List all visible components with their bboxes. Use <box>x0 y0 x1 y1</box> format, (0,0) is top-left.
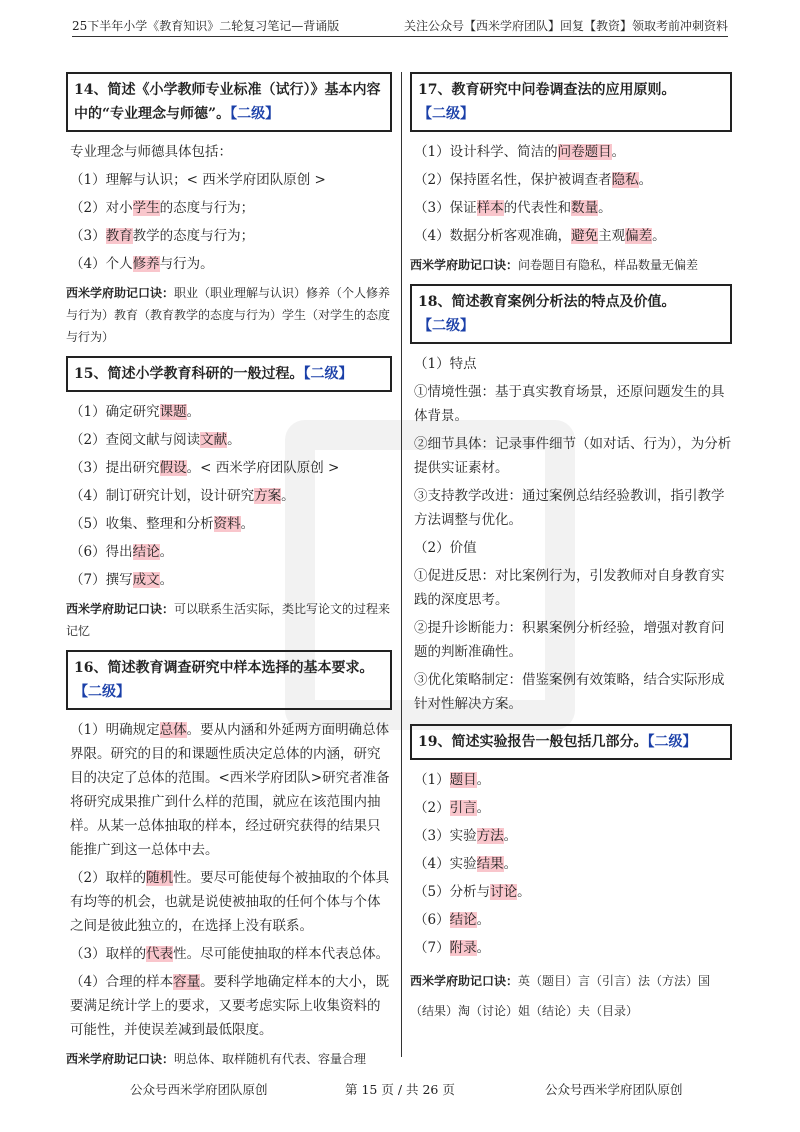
q19-item: （3）实验方法。 <box>414 828 518 844</box>
q18-line: ①促进反思：对比案例行为，引发教师对自身教育实践的深度思考。 <box>414 568 725 608</box>
q14-intro: 专业理念与师德具体包括： <box>70 144 232 160</box>
q15-mnemonic: 西米学府助记口诀：可以联系生活实际，类比写论文的过程来记忆 <box>66 602 391 638</box>
q15-item: （5）收集、整理和分析资料。 <box>70 516 255 532</box>
question-14-title: 14、简述《小学教师专业标准（试行）》基本内容中的“专业理念与师德”。【二级】 <box>66 72 392 132</box>
q14-mnemonic: 西米学府助记口诀：职业（职业理解与认识）修养（个人修养与行为）教育（教育教学的态度与行为）学生（对学生的态度与行为） <box>66 286 391 344</box>
q18-line: ①情境性强：基于真实教育场景，还原问题发生的具体背景。 <box>414 384 725 424</box>
column-divider <box>401 72 402 1057</box>
q19-item: （4）实验结果。 <box>414 856 518 872</box>
footer-right: 公众号西米学府团队原创 <box>545 1082 683 1097</box>
q14-item: （3）教育教学的态度与行为； <box>70 228 255 244</box>
q15-item: （1）确定研究课题。 <box>70 404 201 420</box>
q18-line: ②细节具体：记录事件细节（如对话、行为），为分析提供实证素材。 <box>414 436 732 476</box>
q17-item: （1）设计科学、简洁的问卷题目。 <box>414 144 626 160</box>
q16-item: （4）合理的样本容量。要科学地确定样本的大小，既要满足统计学上的要求，又要考虑实际上收集资料的可能性，并使误差减到最低限度。 <box>70 974 390 1038</box>
q14-item: （4）个人修养与行为。 <box>70 256 214 272</box>
question-19-title: 19、简述实验报告一般包括几部分。【二级】 <box>410 724 732 760</box>
q19-mnemonic: 西米学府助记口诀：英（题目）言（引言）法（方法）国（结果）淘（讨论）姐（结论）夫（目录） <box>410 974 711 1018</box>
q16-item: （2）取样的随机性。要尽可能使每个被抽取的个体具有均等的机会，也就是说使被抽取的任何个体与个体之间是彼此独立的，在选择上没有联系。 <box>70 870 390 934</box>
q15-item: （3）提出研究假设。< 西米学府团队原创 > <box>70 460 340 476</box>
q18-line: ③优化策略制定：借鉴案例有效策略，结合实际形成针对性解决方案。 <box>414 672 725 712</box>
q15-item: （7）撰写成文。 <box>70 572 174 588</box>
q19-item: （2）引言。 <box>414 800 491 816</box>
q17-item: （3）保证样本的代表性和数量。 <box>414 200 612 216</box>
question-16-title: 16、简述教育调查研究中样本选择的基本要求。【二级】 <box>66 650 392 710</box>
q15-item: （4）制订研究计划，设计研究方案。 <box>70 488 295 504</box>
q18-line: ③支持教学改进：通过案例总结经验教训，指引教学方法调整与优化。 <box>414 488 725 528</box>
question-15-title: 15、简述小学教育科研的一般过程。【二级】 <box>66 356 392 392</box>
q18-line: ②提升诊断能力：积累案例分析经验，增强对教育问题的判断准确性。 <box>414 620 725 660</box>
q19-item: （6）结论。 <box>414 912 491 928</box>
q18-line: （2）价值 <box>414 540 477 556</box>
page-header <box>72 12 728 37</box>
q17-mnemonic: 西米学府助记口诀：问卷题目有隐私，样品数量无偏差 <box>410 258 699 272</box>
q19-item: （7）附录。 <box>414 940 491 956</box>
q14-item: （1）理解与认识；< 西米学府团队原创 > <box>70 172 326 188</box>
q17-item: （2）保持匿名性，保护被调查者隐私。 <box>414 172 653 188</box>
page-number: 第 15 页 / 共 26 页 <box>345 1082 455 1097</box>
q16-item: （1）明确规定总体。要从内涵和外延两方面明确总体界限。研究的目的和课题性质决定总体的内涵，研究目的决定了总体的范围。<西米学府团队>研究者准备将研究成果推广到什么样的范围，就应在该范围内抽样。从某一总体抽取的样本，经过研究获得的结果只能推广到这一总体中去。 <box>70 722 390 858</box>
left-column <box>66 72 392 1078</box>
header-left: 25下半年小学《教育知识》二轮复习笔记—背诵版 <box>72 19 340 33</box>
q16-item: （3）取样的代表性。尽可能使抽取的样本代表总体。 <box>70 946 390 962</box>
q15-item: （6）得出结论。 <box>70 544 174 560</box>
q14-item: （2）对小学生的态度与行为； <box>70 200 255 216</box>
q19-item: （5）分析与讨论。 <box>414 884 531 900</box>
header-right: 关注公众号【西米学府团队】回复【教资】领取考前冲刺资料 <box>403 19 728 33</box>
q16-mnemonic: 西米学府助记口诀：明总体、取样随机有代表、容量合理 <box>66 1052 367 1066</box>
q19-item: （1）题目。 <box>414 772 491 788</box>
right-column <box>410 72 732 1034</box>
q17-item: （4）数据分析客观准确，避免主观偏差。 <box>414 228 666 244</box>
question-18-title: 18、简述教育案例分析法的特点及价值。【二级】 <box>410 284 732 344</box>
question-17-title: 17、教育研究中问卷调查法的应用原则。【二级】 <box>410 72 732 132</box>
footer-left: 公众号西米学府团队原创 <box>130 1082 268 1097</box>
q15-item: （2）查阅文献与阅读文献。 <box>70 432 241 448</box>
q18-line: （1）特点 <box>414 356 477 372</box>
